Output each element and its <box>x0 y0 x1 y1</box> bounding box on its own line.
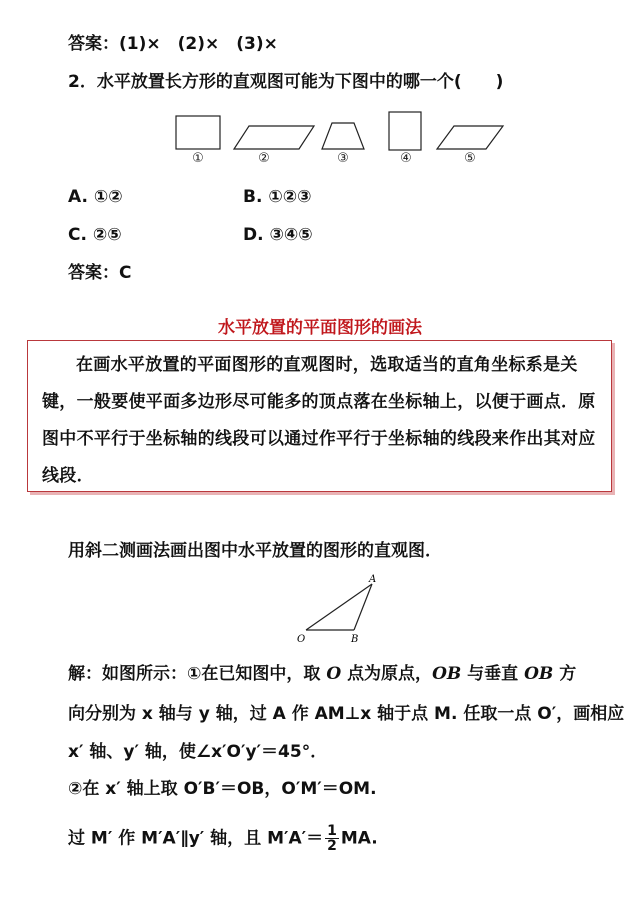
solution-line-2: 向分别为 x 轴与 y 轴，过 A 作 AM⊥x 轴于点 M. 任取一点 O′，画相应 <box>68 704 625 724</box>
solution-line-1-part-a: 解：如图所示：①在已知图中，取 <box>68 664 321 684</box>
shape-4-rectangle <box>389 112 421 150</box>
label-o: O <box>297 634 306 645</box>
q1-answer-label: 答案： <box>68 34 119 54</box>
option-d-value: ③④⑤ <box>269 225 313 245</box>
option-c <box>68 224 122 246</box>
option-b-letter: B. <box>243 187 263 207</box>
shape-label-1: ① <box>192 151 204 166</box>
method-box <box>27 340 612 492</box>
solution-line-4: ②在 x′ 轴上取 O′B′＝OB，O′M′＝OM. <box>68 779 377 799</box>
solution-line-1-ob-2: OB <box>524 664 554 684</box>
triangle-side-oa <box>306 584 372 630</box>
method-box-text: 在画水平放置的平面图形的直观图时，选取适当的直角坐标系是关键，一般要使平面多边形尽可能多的顶点落在坐标轴上，以便于画点．原图中不平行于坐标轴的线段可以通过作平行于坐标轴的线段来作出其对应线段． <box>42 355 596 486</box>
option-a-value: ①② <box>93 187 123 207</box>
solution-line-1-ob: OB <box>432 664 462 684</box>
q2-question: 2．水平放置长方形的直观图可能为下图中的哪一个( ) <box>68 72 504 92</box>
fraction-one-half <box>325 824 339 853</box>
label-b: B <box>351 634 359 645</box>
solution-line-5 <box>68 824 378 853</box>
fraction-numerator: 1 <box>327 823 337 839</box>
shape-label-3: ③ <box>337 151 349 166</box>
shape-label-5: ⑤ <box>464 151 476 166</box>
option-b <box>243 186 312 208</box>
shape-3-trapezoid <box>322 123 364 149</box>
solution-line-1-part-b: 点为原点， <box>347 664 433 684</box>
option-d <box>243 224 313 246</box>
shape-2-parallelogram <box>234 126 314 149</box>
solution-line-1 <box>68 663 576 685</box>
solution-line-5-part-a: 过 M′ 作 M′A′∥y′ 轴，且 M′A′＝ <box>68 828 324 849</box>
example-prompt: 用斜二测画法画出图中水平放置的图形的直观图． <box>68 541 442 561</box>
shape-1-rectangle <box>176 116 220 149</box>
q2-answer: 答案：C <box>68 263 132 283</box>
section-title: 水平放置的平面图形的画法 <box>218 318 422 338</box>
option-d-letter: D. <box>243 225 264 245</box>
option-b-value: ①②③ <box>268 187 312 207</box>
solution-line-1-part-d: 方 <box>559 664 577 684</box>
option-a <box>68 186 123 208</box>
solution-line-3: x′ 轴、y′ 轴，使∠x′O′y′＝45°． <box>68 742 328 762</box>
q1-answer-values: (1)× (2)× (3)× <box>119 34 278 54</box>
q1-answer <box>68 33 278 55</box>
fraction-denominator: 2 <box>327 838 337 854</box>
option-a-letter: A. <box>68 187 88 207</box>
solution-line-1-part-c: 与垂直 <box>467 664 519 684</box>
triangle-figure <box>292 572 402 652</box>
shape-label-4: ④ <box>400 151 412 166</box>
q2-shapes-figure <box>0 108 640 168</box>
shape-5-parallelogram <box>437 126 503 149</box>
option-c-value: ②⑤ <box>92 225 122 245</box>
option-c-letter: C. <box>68 225 87 245</box>
solution-line-5-part-b: MA. <box>340 828 378 849</box>
label-a: A <box>369 574 377 585</box>
solution-line-1-point-o: O <box>326 664 342 684</box>
shape-label-2: ② <box>258 151 270 166</box>
